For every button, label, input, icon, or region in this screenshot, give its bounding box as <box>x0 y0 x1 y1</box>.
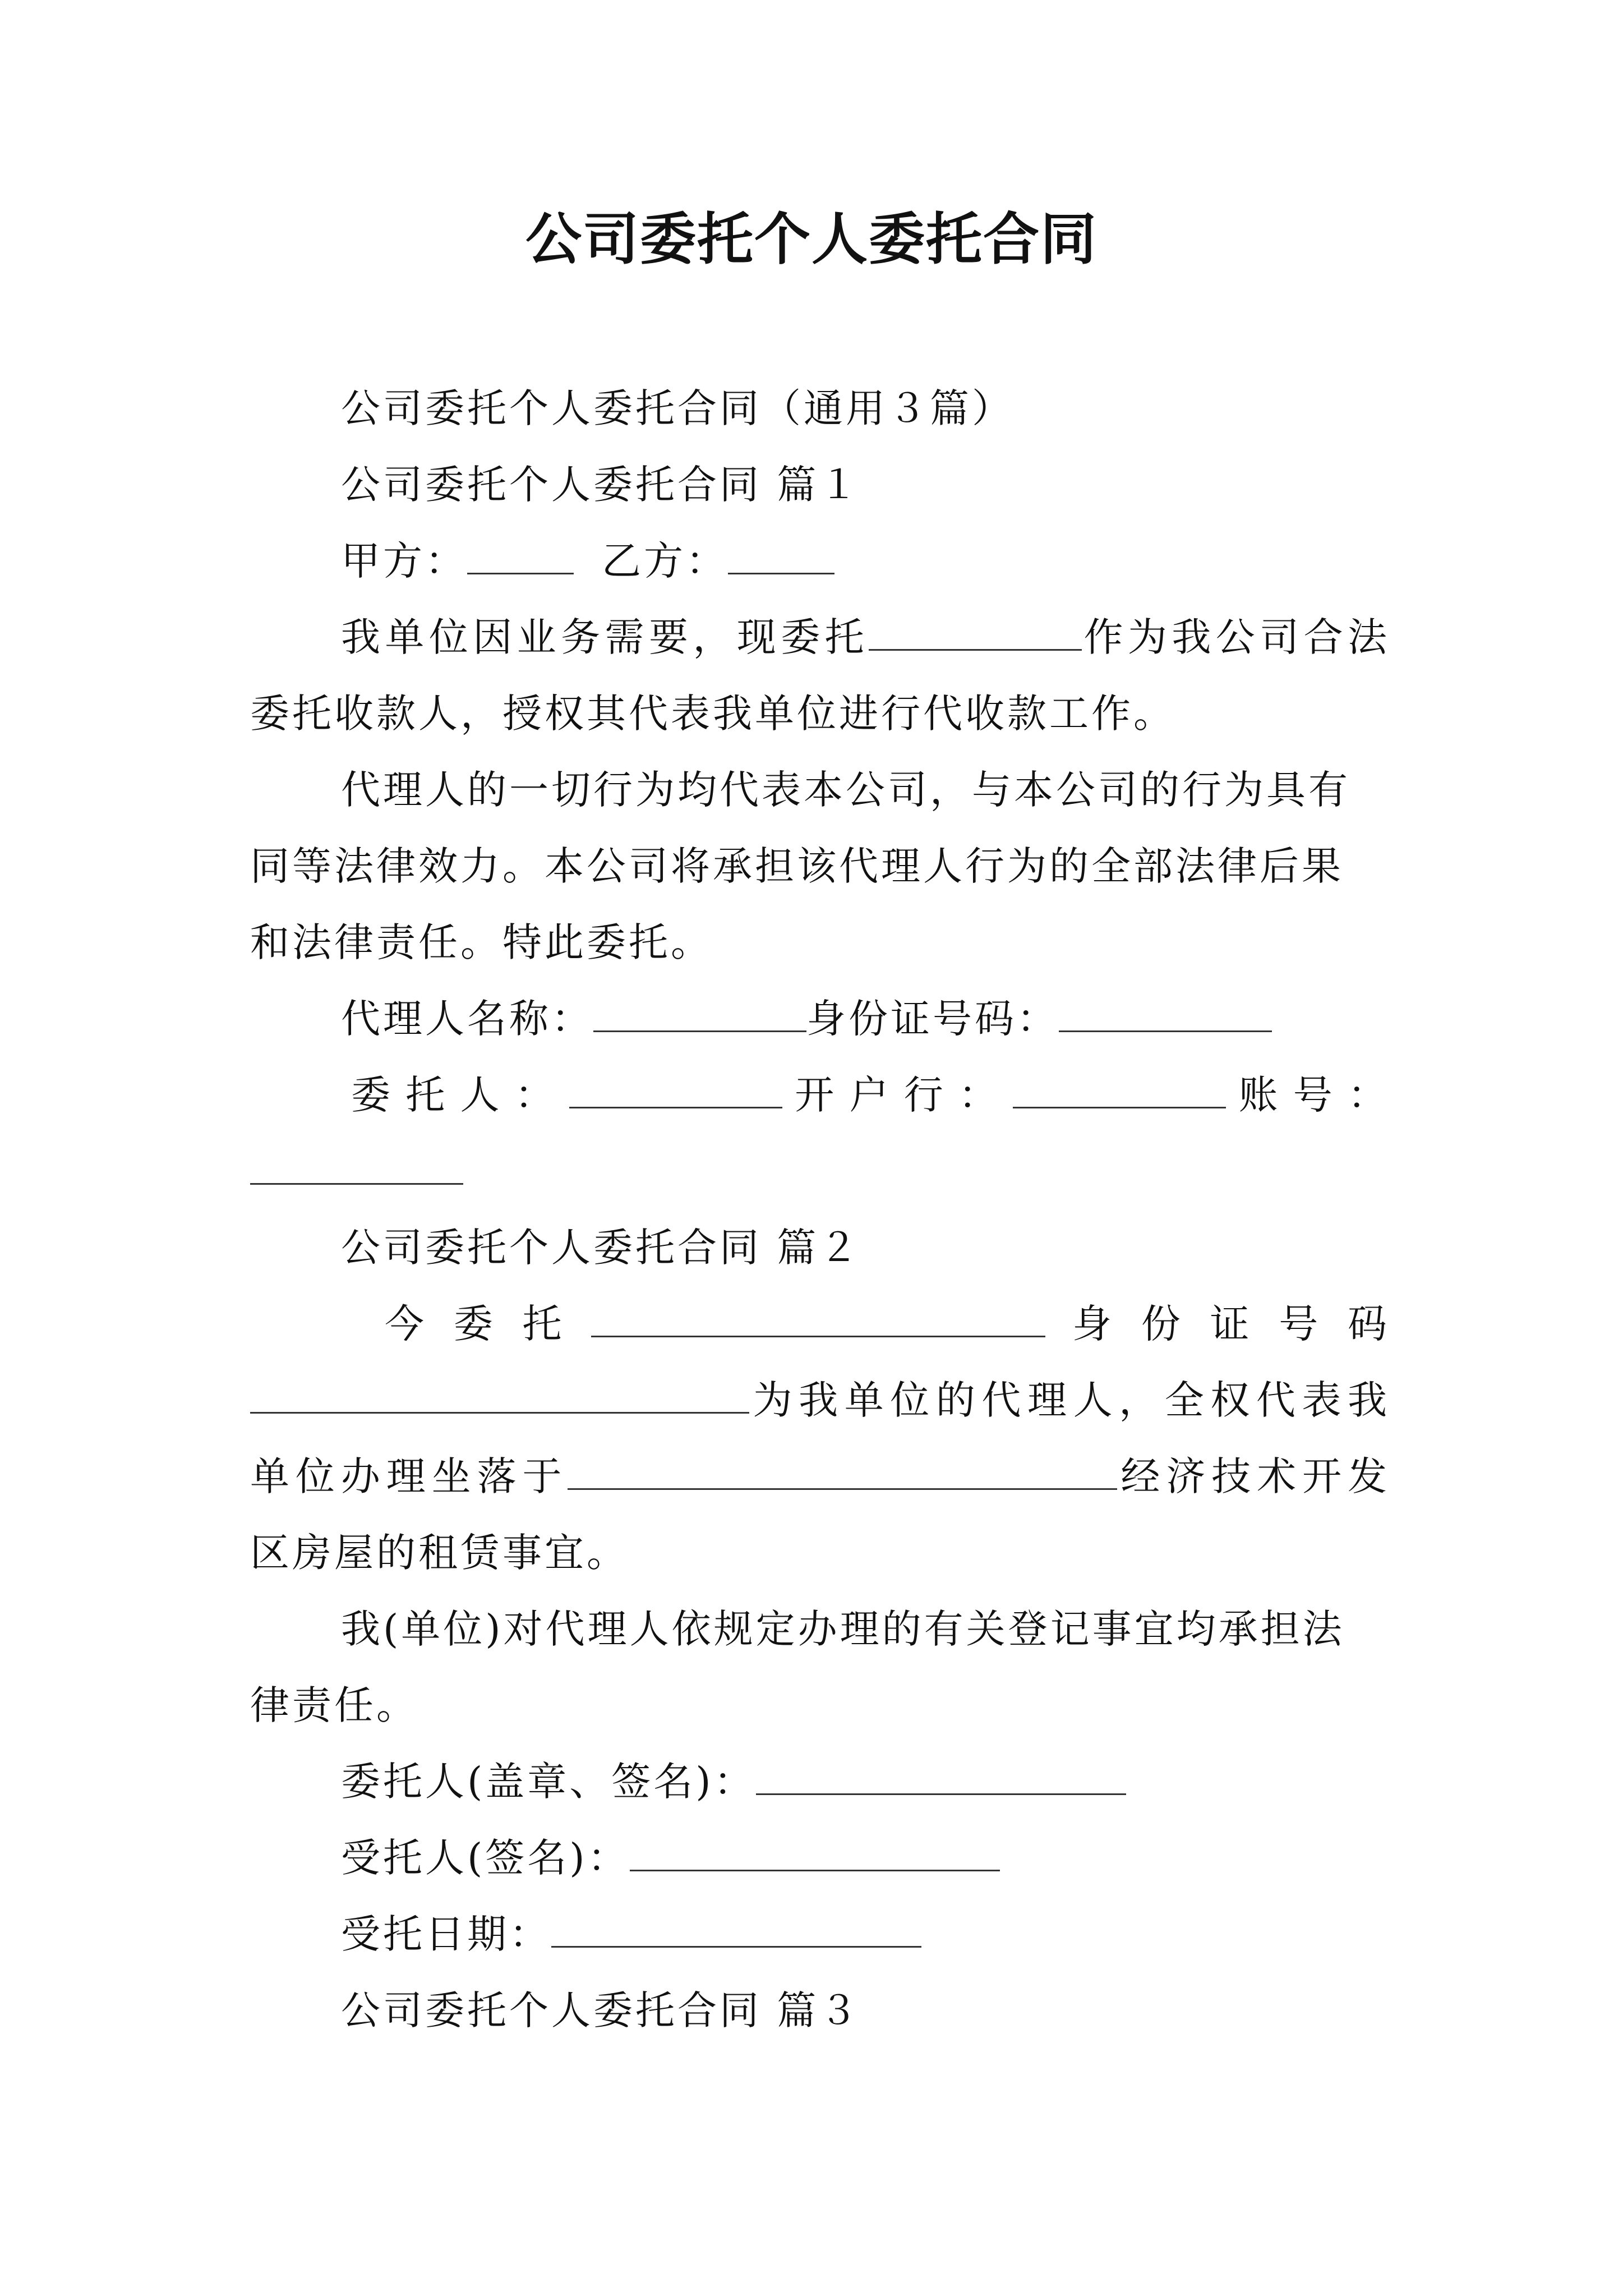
agent-name-label: 代理人名称： <box>341 996 593 1042</box>
section-1-para-2-line-2: 同等法律效力。本公司将承担该代理人行为的全部法律后果 <box>250 843 1344 889</box>
principal-label: 委托人： <box>351 1072 569 1118</box>
agent-signature-line <box>250 1820 1390 1896</box>
section-2-line-4: 区房屋的租赁事宜。 <box>250 1530 629 1576</box>
id-number-blank-2 <box>250 1378 749 1414</box>
para-text: 今委托 <box>385 1301 592 1347</box>
section-1-heading: 公司委托个人委托合同 篇１ <box>341 462 861 508</box>
principal-info-line <box>250 1057 1390 1133</box>
principal-signature-blank <box>756 1760 1126 1795</box>
party-b-blank <box>728 539 834 574</box>
para-text: 经济技术开发 <box>1117 1453 1390 1499</box>
date-line <box>250 1896 1390 1972</box>
para-text: 我单位因业务需要，现委托 <box>341 614 869 660</box>
section-1-para-2-line-3: 和法律责任。特此委托。 <box>250 919 713 965</box>
party-a-label: 甲方： <box>341 538 467 584</box>
para-text: 身份证号码 <box>1045 1301 1390 1347</box>
document-title: 公司委托个人委托合同 <box>525 206 1098 272</box>
para-text: 单位办理坐落于 <box>250 1453 568 1499</box>
subtitle: 公司委托个人委托合同（通用３篇） <box>341 385 1014 431</box>
bank-blank <box>1013 1073 1226 1108</box>
section-2-line-2 <box>250 1362 1390 1438</box>
bank-label: 开户行： <box>782 1072 1013 1118</box>
id-number-label: 身份证号码： <box>806 996 1059 1042</box>
party-b-label: 乙方： <box>602 538 728 584</box>
id-number-blank <box>1059 997 1272 1032</box>
date-blank <box>551 1912 921 1948</box>
section-2-heading: 公司委托个人委托合同 篇２ <box>341 1225 861 1271</box>
account-label: 账号： <box>1226 1072 1390 1118</box>
location-blank <box>568 1455 1117 1490</box>
para-text: 作为我公司合法 <box>1082 614 1390 660</box>
date-label: 受托日期： <box>341 1911 551 1957</box>
section-1-para-1-line-2: 委托收款人，授权其代表我单位进行代收款工作。 <box>250 691 1175 737</box>
document-body <box>250 370 1390 2049</box>
agent-name-blank <box>593 997 806 1032</box>
principal-signature-label: 委托人(盖章、签名)： <box>341 1759 756 1805</box>
section-2-line-3 <box>250 1438 1390 1515</box>
account-blank-line <box>250 1133 1390 1209</box>
collector-blank <box>869 615 1082 651</box>
section-2-line-1 <box>250 1286 1390 1362</box>
principal-signature-line <box>250 1743 1390 1820</box>
agent-signature-blank <box>630 1836 1000 1871</box>
section-1-para-1-line-1 <box>250 599 1390 675</box>
agent-signature-label: 受托人(签名)： <box>341 1835 630 1881</box>
section-2-para-2-line-2: 律责任。 <box>250 1682 418 1728</box>
section-1-para-2-line-1: 代理人的一切行为均代表本公司，与本公司的行为具有 <box>341 767 1350 813</box>
para-text: 为我单位的代理人，全权代表我 <box>749 1377 1390 1423</box>
section-2-para-2-line-1: 我(单位)对代理人依规定办理的有关登记事宜均承担法 <box>341 1606 1345 1652</box>
agent-info-line <box>250 981 1390 1057</box>
entrusted-person-blank <box>591 1302 1045 1337</box>
account-blank <box>250 1149 463 1185</box>
party-a-blank <box>467 539 574 574</box>
parties-line <box>250 523 1390 599</box>
section-3-heading: 公司委托个人委托合同 篇３ <box>341 1987 861 2033</box>
principal-blank <box>569 1073 782 1108</box>
